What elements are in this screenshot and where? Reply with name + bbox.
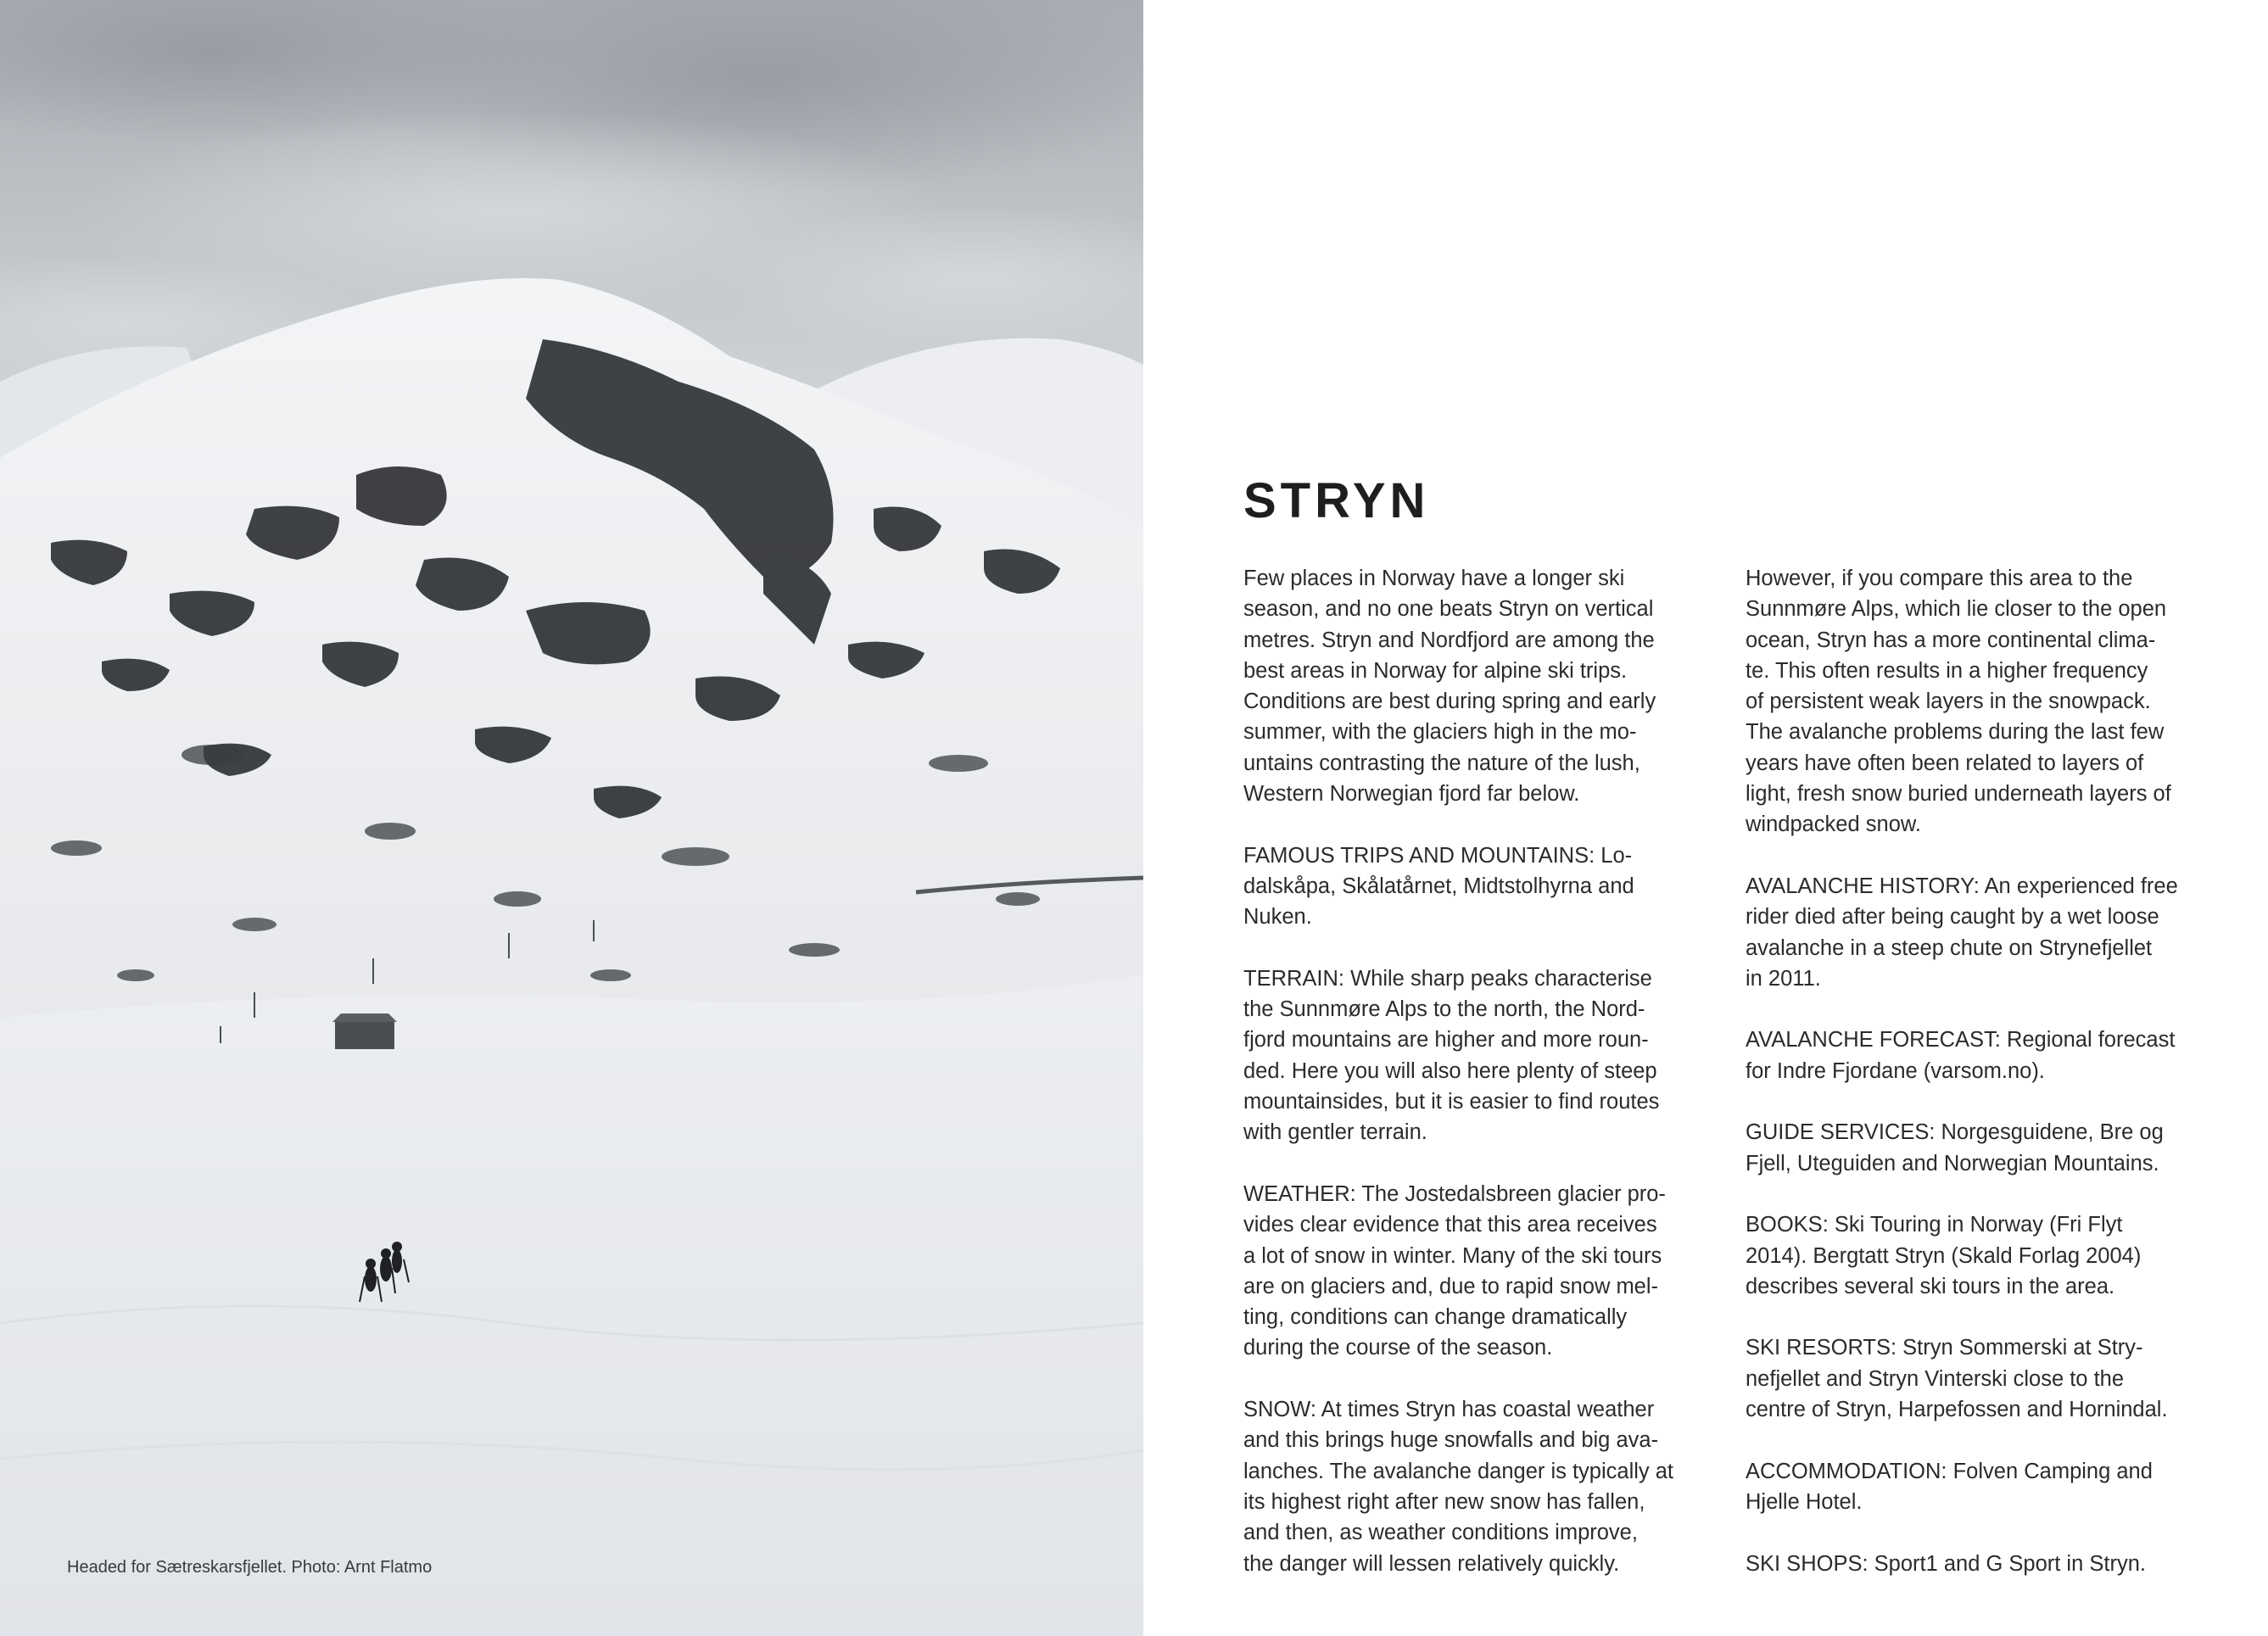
page-title: STRYN <box>1243 473 1430 528</box>
paragraph-accommodation: ACCOMMODATION: Folven Camping and Hjelle Hotel. <box>1746 1459 2153 1514</box>
right-column <box>1746 563 2231 1610</box>
paragraph-ski-resorts: SKI RESORTS: Stryn Sommerski at Stry- nefjellet and Stryn Vinterski close to the centre of Stryn, Harpefossen and Hornindal. <box>1746 1336 2168 1422</box>
paragraph-weather: WEATHER: The Jostedalsbreen glacier pro- vides clear evidence that this area receives a lot of snow in winter. Many of the ski tours are on glaciers and, due to rapid snow mel- ting, conditions can change dramatically during the course of the season. <box>1243 1181 1666 1360</box>
paragraph-famous-trips: FAMOUS TRIPS AND MOUNTAINS: Lo- dalskåpa, Skålatårnet, Midtstolhyrna and Nuken. <box>1243 843 1634 930</box>
paragraph-intro: Few places in Norway have a longer ski season, and no one beats Stryn on vertical metres. Stryn and Nordfjord are among the best areas in Norway for alpine ski trips. Conditions are best during spring and early summer, with the glaciers high in the mo- untains contrasting the nature of the lush, Western Norwegian fjord far below. <box>1243 567 1656 807</box>
photo-caption: Headed for Sætreskarsfjellet. Photo: Arnt Flatmo <box>67 1558 433 1577</box>
paragraph-terrain: TERRAIN: While sharp peaks characterise the Sunnmøre Alps to the north, the Nord- fjord mountains are higher and more roun- ded. Here you will also here plenty of steep mountainsides, but it is easier to find routes with gentler terrain. <box>1243 966 1660 1145</box>
paragraph-continental-climate: However, if you compare this area to the Sunnmøre Alps, which lie closer to the open ocean, Stryn has a more continental clima- te. This often results in a higher frequency of persistent weak layers in the snowpack. The avalanche problems during the last few years have often been related to layers of light, fresh snow buried underneath layers of windpacked snow. <box>1746 567 2171 837</box>
paragraph-snow: SNOW: At times Stryn has coastal weather and this brings huge snowfalls and big ava- lanches. The avalanche danger is typically at its highest right after new snow has fallen, and then, as weather conditions improve, the danger will lessen relatively quickly. <box>1243 1398 1673 1576</box>
paragraph-ski-shops: SKI SHOPS: Sport1 and G Sport in Stryn. <box>1746 1551 2146 1576</box>
paragraph-guide-services: GUIDE SERVICES: Norgesguidene, Bre og Fjell, Uteguiden and Norwegian Mountains. <box>1746 1120 2164 1175</box>
paragraph-avalanche-forecast: AVALANCHE FORECAST: Regional forecast for Indre Fjordane (varsom.no). <box>1746 1028 2176 1083</box>
left-column <box>1243 563 1718 1610</box>
text-panel <box>1143 0 2268 1636</box>
paragraph-books: BOOKS: Ski Touring in Norway (Fri Flyt 2014). Bergtatt Stryn (Skald Forlag 2004) describes several ski tours in the area. <box>1746 1213 2142 1298</box>
paragraph-avalanche-history: AVALANCHE HISTORY: An experienced free rider died after being caught by a wet loose avalanche in a steep chute on Strynefjellet in 2011. <box>1746 874 2178 991</box>
